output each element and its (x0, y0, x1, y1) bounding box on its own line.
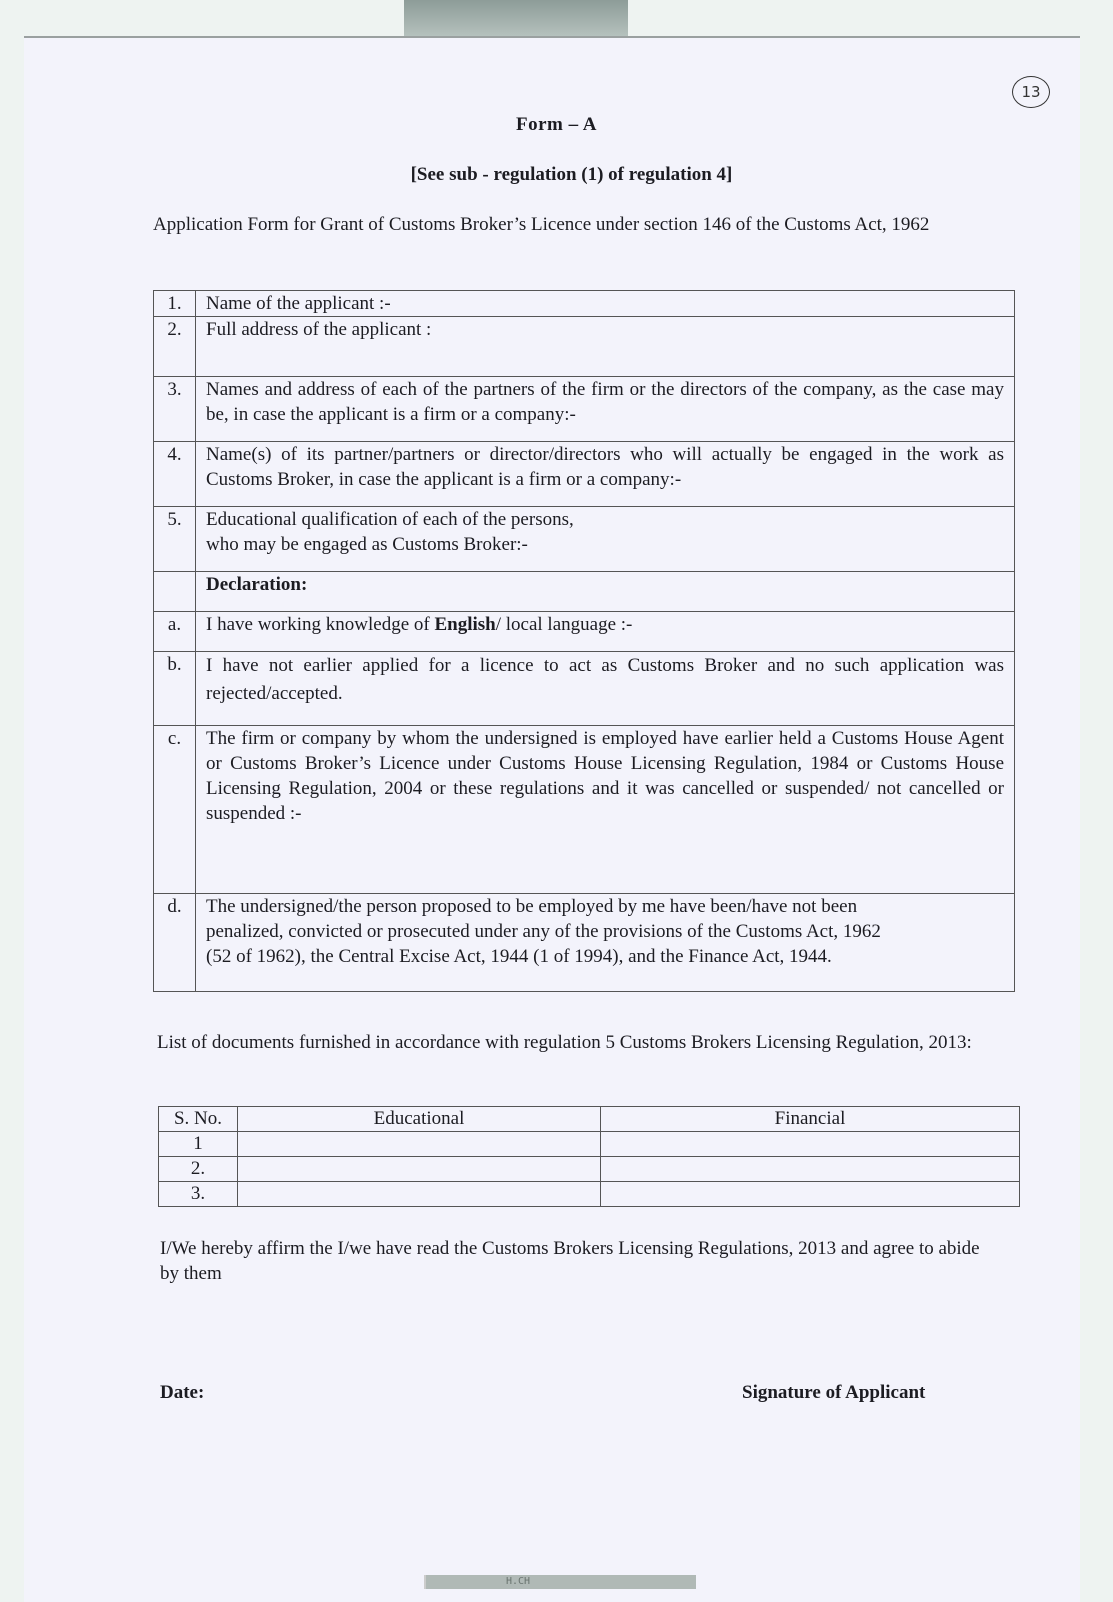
applicant-address-field[interactable]: Full address of the applicant : (196, 317, 1015, 377)
educational-cell[interactable] (238, 1157, 601, 1182)
date-label: Date: (160, 1382, 205, 1403)
documents-table (158, 1106, 1020, 1207)
form-intro: Application Form for Grant of Customs Broker’s Licence under section 146 of the Customs Act, 1962 (153, 214, 930, 235)
table-row (154, 291, 1015, 317)
binder-clip-top (404, 0, 628, 38)
penalty-declaration[interactable]: The undersigned/the person proposed to be employed by me have been/have not been penalized, convicted or prosecuted under any of the provisions of the Customs Act, 1962 (52 of 1962), the Central Excise Act, 1944 (1 of 1994), and the Finance Act, 1944. (196, 894, 1015, 992)
table-row (154, 652, 1015, 726)
affirmation-statement: I/We hereby affirm the I/we have read the Customs Brokers Licensing Regulations, 2013 and agree to abide by them (160, 1238, 980, 1284)
row-number: 2. (154, 317, 196, 377)
form-subtitle: [See sub - regulation (1) of regulation 4] (410, 164, 733, 185)
table-row (154, 442, 1015, 507)
handwritten-page-number: 13 (1012, 76, 1050, 108)
table-row (154, 317, 1015, 377)
clip-mark: H.CH (506, 1576, 531, 1587)
table-header-row (159, 1107, 1020, 1132)
binder-clip-bottom (424, 1575, 696, 1589)
language-declaration-field[interactable]: I have working knowledge of English/ local language :- (196, 612, 1015, 652)
table-row (159, 1157, 1020, 1182)
applicant-name-field[interactable]: Name of the applicant :- (196, 291, 1015, 317)
financial-cell[interactable] (601, 1132, 1020, 1157)
qualification-line-2: who may be engaged as Customs Broker:- (206, 534, 528, 555)
row-number: 3. (154, 377, 196, 442)
educational-qualification-field[interactable] (196, 507, 1015, 572)
financial-cell[interactable] (601, 1182, 1020, 1207)
educational-cell[interactable] (238, 1132, 601, 1157)
application-table (153, 290, 1015, 992)
table-row (154, 612, 1015, 652)
row-letter: c. (154, 726, 196, 894)
table-row (154, 507, 1015, 572)
table-row (154, 572, 1015, 612)
column-header-sno: S. No. (159, 1107, 238, 1132)
engaged-persons-field[interactable]: Name(s) of its partner/partners or director/directors who will actually be engaged in the work as Customs Broker, in case the applicant is a firm or a company:- (196, 442, 1015, 507)
qualification-line-1: Educational qualification of each of the persons, (206, 509, 574, 530)
table-row (159, 1132, 1020, 1157)
financial-cell[interactable] (601, 1157, 1020, 1182)
sno-cell: 3. (159, 1182, 238, 1207)
row-number: 4. (154, 442, 196, 507)
partners-directors-field[interactable]: Names and address of each of the partners of the firm or the directors of the company, as the case may be, in case the applicant is a firm or a company:- (196, 377, 1015, 442)
prior-licence-declaration[interactable]: The firm or company by whom the undersigned is employed have earlier held a Customs House Agent or Customs Broker’s Licence under Customs House Licensing Regulation, 1984 or Customs House Licensing Regulation, 2004 or these regulations and it was cancelled or suspended/ not cancelled or suspended :- (196, 726, 1015, 894)
english-option: English (434, 614, 496, 635)
prior-application-declaration[interactable]: I have not earlier applied for a licence to act as Customs Broker and no such application was rejected/accepted. (196, 652, 1015, 726)
column-header-educational: Educational (238, 1107, 601, 1132)
row-number: 1. (154, 291, 196, 317)
table-row (154, 726, 1015, 894)
declaration-heading: Declaration: (196, 572, 1015, 612)
table-row (159, 1182, 1020, 1207)
sno-cell: 2. (159, 1157, 238, 1182)
educational-cell[interactable] (238, 1182, 601, 1207)
row-letter: d. (154, 894, 196, 992)
documents-list-intro: List of documents furnished in accordance with regulation 5 Customs Brokers Licensing Regulation, 2013: (157, 1032, 972, 1053)
row-letter: a. (154, 612, 196, 652)
row-number: 5. (154, 507, 196, 572)
form-title: Form – A (515, 114, 598, 135)
row-letter: b. (154, 652, 196, 726)
column-header-financial: Financial (601, 1107, 1020, 1132)
table-row (154, 894, 1015, 992)
sno-cell: 1 (159, 1132, 238, 1157)
signature-label: Signature of Applicant (742, 1382, 926, 1403)
table-row (154, 377, 1015, 442)
